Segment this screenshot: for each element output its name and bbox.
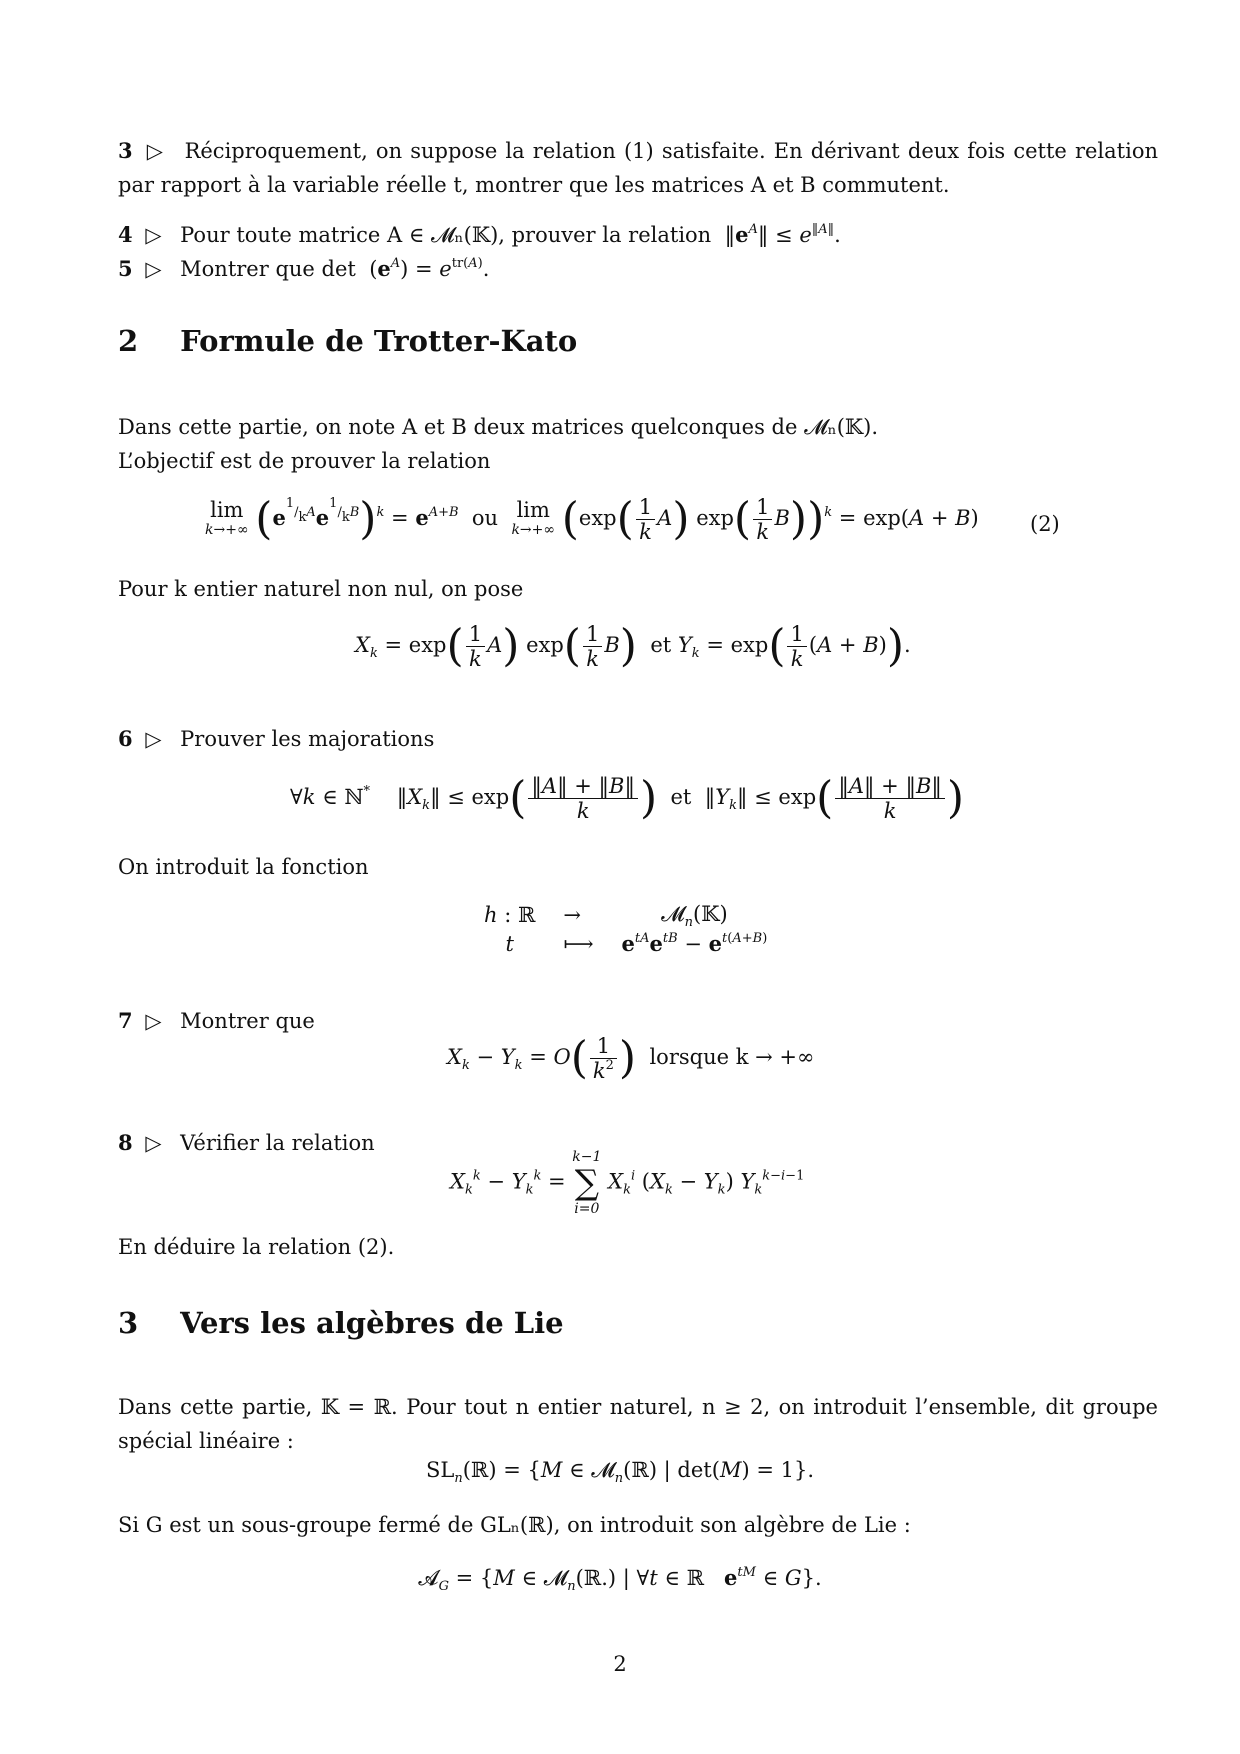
section-number: 2	[118, 324, 139, 358]
triangle-marker-icon: ▷	[145, 727, 162, 751]
and-word: et	[650, 633, 672, 657]
question-5-text: Montrer que det	[180, 257, 356, 281]
closed-subgroup-line: Si G est un sous-groupe fermé de GLₙ(ℝ), on introduit son algèbre de Lie :	[118, 1513, 911, 1537]
pose-line: Pour k entier naturel non nul, on pose	[118, 577, 524, 601]
triangle-marker-icon: ▷	[145, 1009, 162, 1033]
question-8	[118, 1126, 375, 1160]
question-number: 6	[118, 726, 133, 751]
question-5	[118, 252, 489, 286]
sln-definition: $SL_n(ℝ) = \{M$ ∈ 𝓜$_n$(ℝ) | det(M) = 1}.	[425, 1458, 815, 1486]
section-3-intro: Dans cette partie, 𝕂 = ℝ. Pour tout n entier naturel, n ≥ 2, on introduit l’ensemble, dit groupe spécial linéaire :	[118, 1395, 1158, 1453]
norm-inequality: $‖e^A‖ \le e^{‖A‖}$.	[717, 222, 841, 247]
question-7	[118, 1004, 315, 1038]
section-2-intro-line-1: Dans cette partie, on note A et B deux matrices quelconques de 𝓜ₙ(𝕂).	[118, 415, 879, 439]
section-title: Formule de Trotter-Kato	[180, 324, 578, 358]
question-6-text: Prouver les majorations	[180, 727, 435, 751]
question-3	[118, 134, 1158, 202]
question-6	[118, 722, 434, 756]
question-number: 5	[118, 256, 133, 281]
question-number: 3	[118, 138, 133, 163]
question-7-text: Montrer que	[180, 1009, 315, 1033]
section-heading-2	[118, 324, 577, 358]
bounds-formula: ∀k ∈ ℕ* $‖X_k‖ \le \exp$( $\frac{‖A‖ + ‖B‖}{k}$ ) et $‖Y_k‖ \le \exp$( $\frac{‖A‖ + ‖B‖}{k}$ )	[290, 772, 965, 824]
question-8-text: Vérifier la relation	[180, 1131, 375, 1155]
or-word: ou	[471, 506, 499, 530]
question-4-text: Pour toute matrice A ∈ 𝓜ₙ(𝕂), prouver la relation	[180, 223, 712, 247]
function-h-definition: h : ℝ → 𝓜$_n$(𝕂) t ⟼ $e^{tA}e^{tB} - e^{t(A+B)}$	[484, 902, 768, 956]
triangle-marker-icon: ▷	[146, 139, 165, 163]
section-number: 3	[118, 1306, 139, 1340]
equation-number: (2)	[1030, 512, 1060, 536]
when-phrase: lorsque k → +∞	[649, 1045, 815, 1069]
triangle-marker-icon: ▷	[145, 1131, 162, 1155]
deduce-line: En déduire la relation (2).	[118, 1235, 395, 1259]
section-title: Vers les algèbres de Lie	[180, 1306, 564, 1340]
section-heading-3	[118, 1306, 564, 1340]
page-number: 2	[613, 1652, 627, 1676]
big-o-estimate: $X_k - Y_k = O$( $\frac{1}{k^2}$ ) lorsque k → +∞	[447, 1032, 815, 1084]
question-number: 4	[118, 222, 133, 247]
equation-2: lim k→+∞ $(e^{^1/_kA}e^{^1/_kB})^k = e^{A+B}$ ou lim k→+∞ (exp( $\frac{1}{k}$ A) exp( $\frac{1}{k}$ B))$^k$ = exp(A + B)	[205, 493, 979, 545]
introduce-function-line: On introduit la fonction	[118, 855, 369, 879]
question-number: 8	[118, 1130, 133, 1155]
triangle-marker-icon: ▷	[145, 257, 162, 281]
question-3-text: Réciproquement, on suppose la relation (1) satisfaite. En dérivant deux fois cette relation par rapport à la variable réelle t, montrer que les matrices A et B commutent.	[118, 139, 1158, 197]
triangle-marker-icon: ▷	[145, 223, 162, 247]
telescoping-sum: $X_k^k - Y_k^k$ = k−1 ∑ i=0 $X_k^i$ $(X_k - Y_k)$ $Y_k^{k-i-1}$	[450, 1149, 805, 1217]
xk-yk-definition: $X_k = \exp$( $\frac{1}{k}$ A) exp( $\frac{1}{k}$ B) et $Y_k = \exp$( $\frac{1}{k}$ (A + B)).	[355, 620, 911, 672]
question-4	[118, 218, 841, 252]
lie-algebra-definition: 𝓐$_G$ = {M ∈ 𝓜$_n$(ℝ.) | ∀t ∈ ℝ $e^{tM}$ ∈ G}.	[418, 1565, 822, 1594]
det-formula: $(e^A) = e^{tr(A)}$.	[362, 256, 490, 281]
question-number: 7	[118, 1008, 133, 1033]
section-2-intro-line-2: L’objectif est de prouver la relation	[118, 449, 491, 473]
